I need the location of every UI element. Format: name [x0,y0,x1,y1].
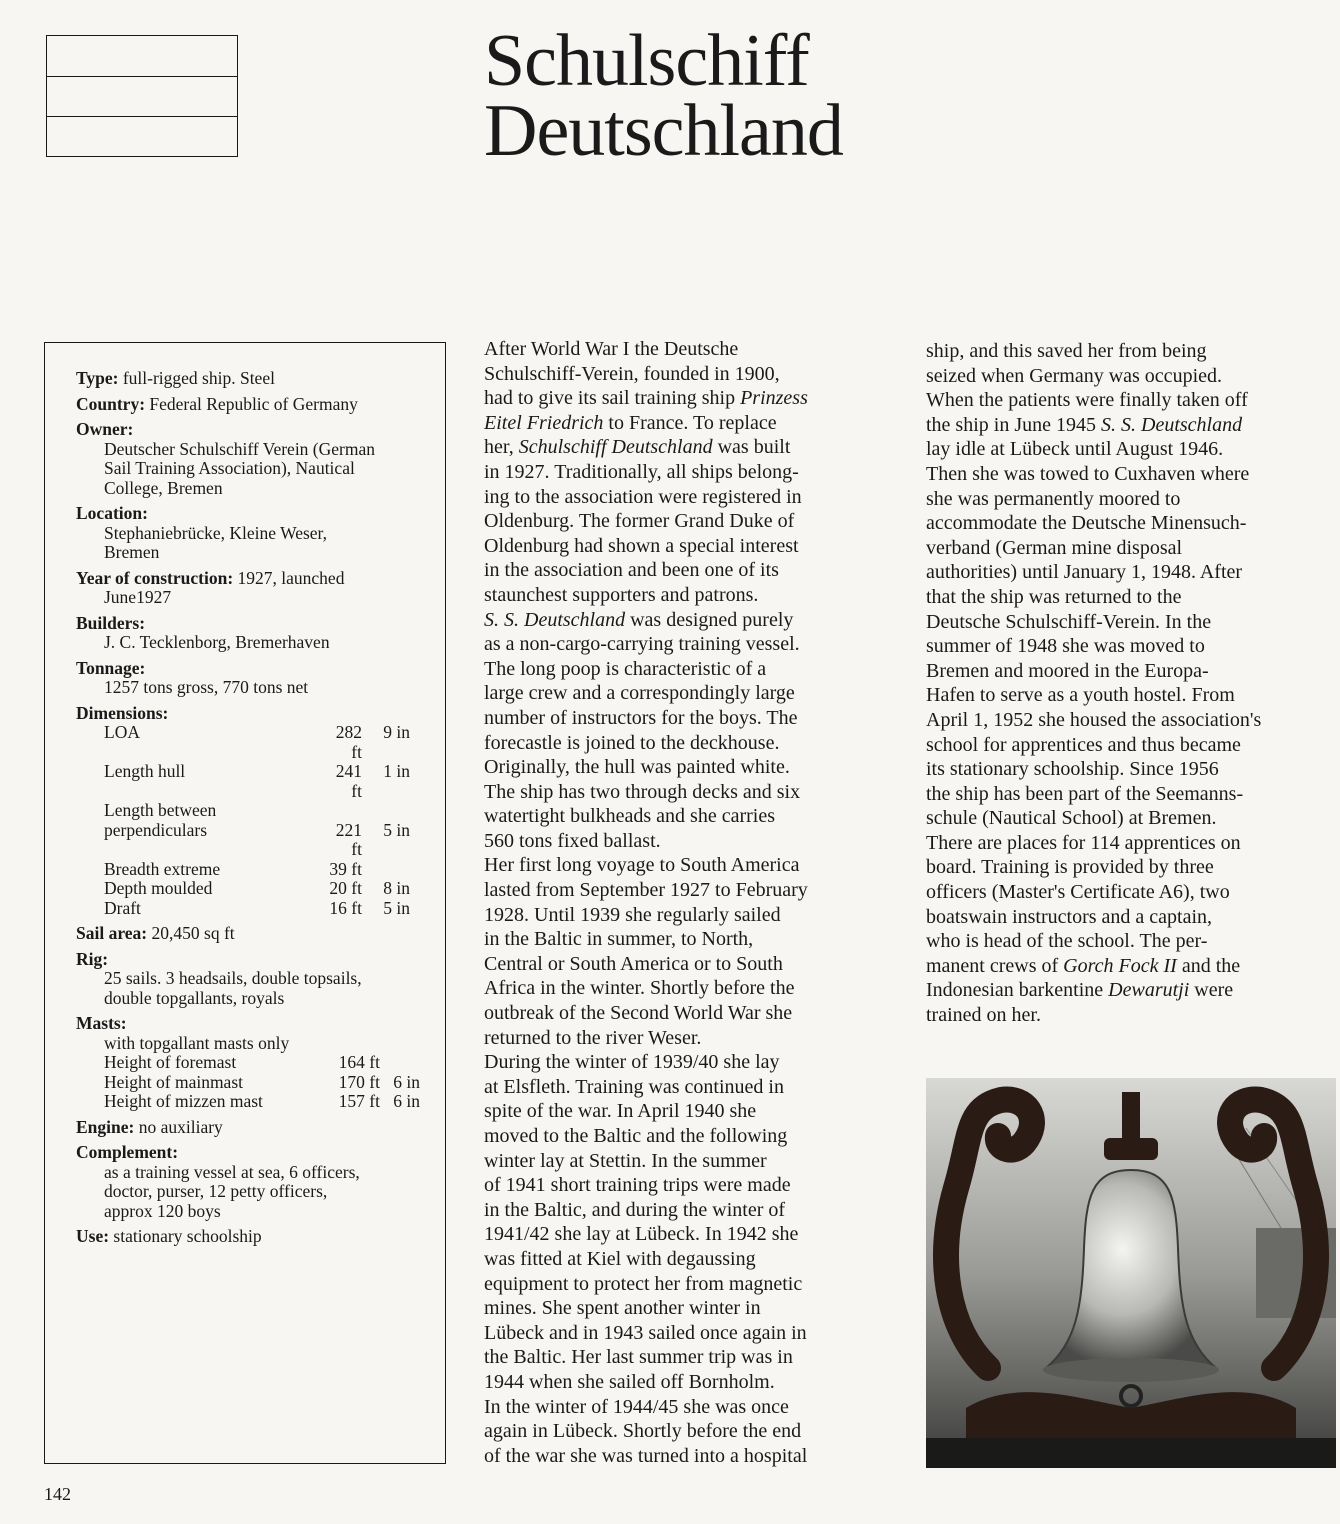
mast-row [76,1092,435,1112]
spec-label: Builders: [76,612,146,633]
text-line: winter lay at Stettin. In the summer [484,1149,767,1172]
text-line: she was permanently moored to [926,487,1181,510]
italic-text: Dewarutji [1108,979,1190,1002]
text-line: equipment to protect her from magnetic [484,1272,803,1295]
text-line: Eitel Friedrich to France. To replace [484,411,777,434]
text-line: had to give its sail training ship Prinzess [484,387,808,410]
text-line: 1944 when she sailed off Bornholm. [484,1370,775,1393]
dimension-row [76,899,435,919]
spec-line: doctor, purser, 12 petty officers, [104,1181,328,1201]
text-line: Oldenburg. The former Grand Duke of [484,510,795,533]
dimension-ft: 282 ft [335,722,362,762]
text-line: of 1941 short training trips were made [484,1174,791,1197]
text-line: The long poop is characteristic of a [484,657,767,680]
mast-row [76,1073,435,1093]
dimension-ft: 241 ft [335,761,362,801]
text-line: officers (Master's Certificate A6), two [926,881,1230,904]
dimension-name: Length hull [104,761,186,781]
spec-label: Use: [76,1226,110,1246]
dimension-row [76,821,435,860]
text-line: ing to the association were registered in [484,485,802,508]
text-line: who is head of the school. The per- [926,930,1208,953]
spec-value: 1927, launched [233,567,345,588]
spec-line: as a training vessel at sea, 6 officers, [104,1161,360,1182]
text-line: Originally, the hull was painted white. [484,756,790,779]
flag-stripe-3 [47,116,237,156]
text-line: Then she was towed to Cuxhaven where [926,462,1250,485]
dimension-ft: 39 ft [329,858,362,879]
mast-ft: 157 ft [338,1091,380,1111]
mast-name: Height of mainmast [104,1071,244,1092]
text-line: the ship has been part of the Seemanns- [926,782,1244,805]
text-line: was fitted at Kiel with degaussing [484,1247,756,1270]
spec-location [76,504,435,563]
dimension-name: Draft [104,897,141,918]
text-line: There are places for 114 apprentices on [926,831,1241,854]
dimension-row [76,762,435,801]
mast-ft: 164 ft [338,1052,380,1072]
dimension-row [76,860,435,880]
dimension-ft: 16 ft [329,897,362,918]
dimension-row [76,723,435,762]
text-line: in the association and been one of its [484,559,779,582]
mast-in: 6 in [393,1091,420,1111]
body-column-2 [926,339,1336,1028]
mast-in [380,1053,420,1073]
dimension-name: Breadth extreme [104,858,221,879]
text-line: forecastle is joined to the deckhouse. [484,731,780,754]
text-line: lasted from September 1927 to February [484,879,808,902]
text-line: 1928. Until 1939 she regularly sailed [484,903,781,926]
spec-value: Federal Republic of Germany [145,393,358,414]
text-line: of the war she was turned into a hospital [484,1444,808,1467]
ship-bell-photo [926,1078,1336,1468]
specifications-box [44,342,446,1464]
text-line: accommodate the Deutsche Minensuch- [926,512,1247,535]
spec-year [76,569,435,608]
italic-text: Schulschiff Deutschland [518,436,713,459]
spec-line: with topgallant masts only [104,1032,290,1053]
text-line: large crew and a correspondingly large [484,682,795,705]
spec-line: Sail Training Association), Nautical [104,458,355,478]
spec-value: 20,450 sq ft [147,923,235,943]
page-title [484,20,843,172]
spec-rig [76,950,435,1009]
text-line: in 1927. Traditionally, all ships belong- [484,460,799,483]
text-line: 560 tons fixed ballast. [484,829,661,852]
text-line: schule (Nautical School) at Bremen. [926,807,1217,830]
spec-label: Year of construction: [76,567,234,588]
spec-owner [76,420,435,498]
dimension-in: 9 in [383,722,410,742]
text-line: Africa in the winter. Shortly before the [484,977,795,1000]
spec-label: Rig: [76,948,109,969]
text-line: at Elsfleth. Training was continued in [484,1075,784,1098]
text-line: verband (German mine disposal [926,536,1183,559]
text-line: staunchest supporters and patrons. [484,583,759,606]
text-line: When the patients were finally taken off [926,389,1248,412]
body-column-1 [484,337,884,1468]
spec-line: June1927 [104,587,172,607]
spec-line: Deutscher Schulschiff Verein (German [104,438,376,459]
spec-sail-area [76,924,435,944]
spec-line: 25 sails. 3 headsails, double topsails, [104,968,362,988]
spec-complement [76,1143,435,1221]
italic-text: Gorch Fock II [1063,954,1177,977]
spec-line: College, Bremen [104,477,223,498]
spec-label: Sail area: [76,923,148,943]
text-line: returned to the river Weser. [484,1026,702,1049]
mast-in: 6 in [393,1071,420,1092]
spec-line: double topgallants, royals [104,987,285,1008]
text-line: During the winter of 1939/40 she lay [484,1051,780,1074]
spec-label: Complement: [76,1142,179,1162]
text-line: in the Baltic in summer, to North, [484,928,754,951]
dimension-in: 8 in [383,878,410,898]
spec-label: Country: [76,393,146,414]
mast-ft: 170 ft [338,1071,380,1092]
spec-value: stationary schoolship [109,1226,262,1246]
spec-label: Owner: [76,419,134,439]
dimension-ft: 20 ft [329,878,362,898]
text-line: Central or South America or to South [484,952,783,975]
text-line: seized when Germany was occupied. [926,364,1222,387]
text-line: In the winter of 1944/45 she was once [484,1395,789,1418]
spec-use [76,1227,435,1247]
spec-label: Location: [76,503,148,523]
text-line: its stationary schoolship. Since 1956 [926,758,1219,781]
text-line: Lübeck and in 1943 sailed once again in [484,1321,807,1344]
spec-engine [76,1118,435,1138]
dimension-name: LOA [104,722,140,742]
dimension-ft: 221 ft [335,819,362,859]
spec-label: Engine: [76,1116,135,1137]
mast-name: Height of mizzen mast [104,1091,263,1111]
spec-label: Type: [76,368,119,388]
dimension-row [76,879,435,899]
dimension-in [362,801,410,821]
text-line: the ship in June 1945 S. S. Deutschland [926,413,1243,436]
text-line: Deutsche Schulschiff-Verein. In the [926,610,1212,633]
dimension-in [362,860,410,880]
text-line: the Baltic. Her last summer trip was in [484,1346,793,1369]
spec-label: Tonnage: [76,657,146,678]
text-line: Bremen and moored in the Europa- [926,659,1209,682]
text-line: trained on her. [926,1004,1041,1027]
text-line: lay idle at Lübeck until August 1946. [926,438,1224,461]
dimension-name: Length between [104,800,217,820]
text-line: her, Schulschiff Deutschland was built [484,436,791,459]
mast-row [76,1053,435,1073]
text-line: number of instructors for the boys. The [484,706,798,729]
italic-text: S. S. Deutschland [1101,413,1243,436]
dimension-in: 5 in [383,897,410,918]
ship-bell-photo-graphic [926,1078,1336,1468]
spec-dimensions [76,704,435,919]
italic-text: S. S. Deutschland [484,608,626,631]
text-line: S. S. Deutschland was designed purely [484,608,794,631]
spec-label: Masts: [76,1013,127,1033]
spec-value: full-rigged ship. Steel [118,368,275,388]
text-line: mines. She spent another winter in [484,1297,761,1320]
italic-text: Eitel Friedrich [484,411,604,434]
dimension-in: 5 in [383,819,410,840]
text-line: ship, and this saved her from being [926,340,1207,362]
title-line-2: Deutschland [484,90,843,172]
text-line: in the Baltic, and during the winter of [484,1198,786,1221]
text-line: Schulschiff-Verein, founded in 1900, [484,362,780,385]
spec-line: approx 120 boys [104,1200,221,1221]
text-line: board. Training is provided by three [926,856,1214,879]
text-line: Oldenburg had shown a special interest [484,534,799,557]
text-line: After World War I the Deutsche [484,338,739,360]
page-number: 142 [44,1484,71,1504]
dimension-row [76,801,435,821]
flag-stripe-1 [47,36,237,76]
spec-masts [76,1014,435,1112]
spec-line: 1257 tons gross, 770 tons net [104,677,309,697]
text-line: school for apprentices and thus became [926,733,1241,756]
spec-label: Dimensions: [76,702,169,723]
spec-country [76,395,435,415]
text-line: Hafen to serve as a youth hostel. From [926,684,1235,707]
flag-outline [46,35,238,157]
text-line: spite of the war. In April 1940 she [484,1100,757,1123]
text-line: 1941/42 she lay at Lübeck. In 1942 she [484,1223,799,1246]
text-line: watertight bulkheads and she carries [484,805,776,828]
dimension-name: perpendiculars [104,819,208,840]
text-line: outbreak of the Second World War she [484,1002,793,1025]
flag-stripe-2 [47,76,237,116]
spec-builders [76,614,435,653]
dimension-in: 1 in [383,761,410,781]
text-line: again in Lübeck. Shortly before the end [484,1420,802,1443]
text-line: Her first long voyage to South America [484,854,800,877]
dimension-ft [326,801,362,821]
spec-line: Stephaniebrücke, Kleine Weser, [104,522,328,543]
title-line-1: Schulschiff [484,20,809,102]
spec-line: Bremen [104,542,160,562]
mast-name: Height of foremast [104,1052,237,1072]
text-line: that the ship was returned to the [926,585,1182,608]
spec-line: J. C. Tecklenborg, Bremerhaven [104,632,330,652]
text-line: moved to the Baltic and the following [484,1125,788,1147]
text-line: authorities) until January 1, 1948. After [926,561,1243,584]
text-line: The ship has two through decks and six [484,780,801,803]
text-line: summer of 1948 she was moved to [926,635,1205,658]
spec-value: no auxiliary [134,1116,223,1137]
italic-text: Prinzess [740,387,808,410]
text-line: manent crews of Gorch Fock II and the [926,954,1241,977]
text-line: boatswain instructors and a captain, [926,905,1213,928]
text-line: as a non-cargo-carrying training vessel. [484,633,800,656]
spec-tonnage [76,659,435,698]
dimension-name: Depth moulded [104,878,213,898]
text-line: April 1, 1952 she housed the association's [926,708,1262,731]
text-line: Indonesian barkentine Dewarutji were [926,979,1234,1002]
spec-type [76,369,435,389]
